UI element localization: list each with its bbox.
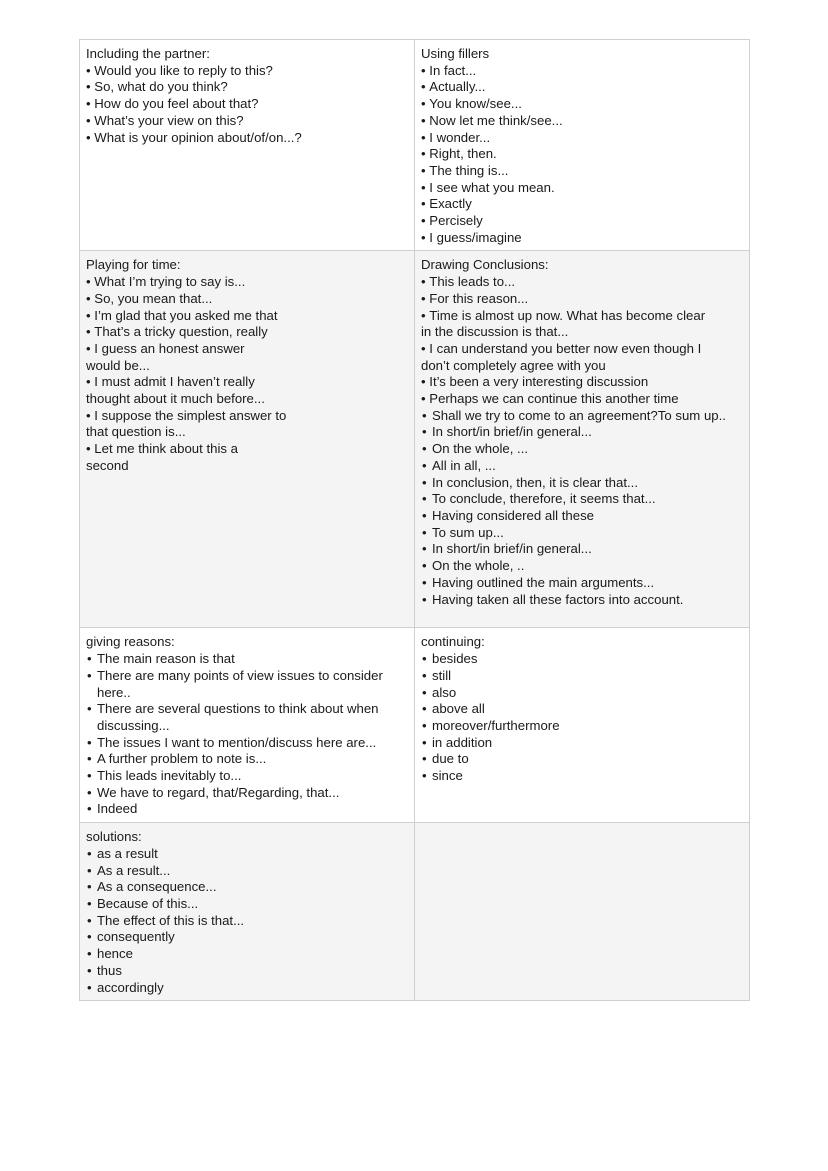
list-item: • hence [86, 946, 408, 963]
phrase-list [86, 63, 408, 147]
list-item: • To conclude, therefore, it seems that... [421, 491, 726, 508]
section-title: continuing: [421, 634, 485, 650]
section-title: Including the partner: [86, 46, 210, 61]
phrases-table [79, 39, 750, 1001]
list-item: • above all [421, 701, 743, 718]
list-item: • To sum up... [421, 525, 726, 542]
list-item: • All in all, ... [421, 458, 726, 475]
section-title: Drawing Conclusions: [421, 257, 549, 273]
table-row [80, 823, 750, 1001]
phrase-list [421, 651, 743, 785]
list-item: • Would you like to reply to this? [86, 63, 408, 80]
list-item: • For this reason... [421, 291, 706, 308]
list-item: • Time is almost up now. What has become clear in the discussion is that... [421, 308, 706, 341]
list-item: • It’s been a very interesting discussion [421, 374, 706, 391]
list-item: • I’m glad that you asked me that [86, 308, 301, 325]
list-item: • How do you feel about that? [86, 96, 408, 113]
list-item: • Because of this... [86, 896, 408, 913]
list-item: • What is your opinion about/of/on...? [86, 130, 408, 147]
list-item: • I must admit I haven’t really thought about it much before... [86, 374, 286, 407]
list-item: • A further problem to note is... [86, 751, 408, 768]
section-title: Playing for time: [86, 257, 181, 273]
list-item: • So, you mean that... [86, 291, 301, 308]
list-item: • Let me think about this a second [86, 441, 258, 474]
list-item: • Perhaps we can continue this another time [421, 391, 706, 408]
list-item: • thus [86, 963, 408, 980]
list-item: • This leads to... [421, 274, 706, 291]
cell-playing-for-time [80, 251, 415, 628]
list-item: • As a consequence... [86, 879, 408, 896]
list-item: • Having considered all these [421, 508, 726, 525]
list-item: • The issues I want to mention/discuss here are... [86, 735, 408, 752]
list-item: • There are many points of view issues to consider here.. [86, 668, 408, 701]
list-item: • I see what you mean. [421, 180, 743, 197]
phrase-list [421, 274, 706, 408]
list-item: • also [421, 685, 743, 702]
list-item: • consequently [86, 929, 408, 946]
list-item: • Shall we try to come to an agreement?To sum up.. [421, 408, 726, 425]
list-item: • That’s a tricky question, really [86, 324, 301, 341]
list-item: • On the whole, ... [421, 441, 726, 458]
list-item: • On the whole, .. [421, 558, 726, 575]
list-item: • I suppose the simplest answer to that question is... [86, 408, 291, 441]
list-item: • Now let me think/see... [421, 113, 743, 130]
list-item: • There are several questions to think about when discussing... [86, 701, 408, 734]
list-item: • The effect of this is that... [86, 913, 408, 930]
cell-using-fillers [415, 40, 750, 251]
phrase-list [86, 846, 408, 996]
list-item: • Exactly [421, 196, 743, 213]
list-item: • We have to regard, that/Regarding, that... [86, 785, 408, 802]
phrase-list [421, 63, 743, 247]
list-item: • moreover/furthermore [421, 718, 743, 735]
cell-solutions [80, 823, 415, 1001]
list-item: • In fact... [421, 63, 743, 80]
cell-continuing [415, 628, 750, 823]
section-title: Using fillers [421, 46, 490, 61]
cell-drawing-conclusions [415, 251, 750, 628]
phrase-list-hanging [421, 408, 726, 608]
list-item: • I guess/imagine [421, 230, 743, 247]
list-item: • Having taken all these factors into account. [421, 592, 726, 609]
list-item: • I guess an honest answer would be... [86, 341, 271, 374]
phrase-list [86, 651, 408, 818]
section-title: solutions: [86, 829, 142, 845]
list-item: • The main reason is that [86, 651, 408, 668]
list-item: • Indeed [86, 801, 408, 818]
list-item: • Right, then. [421, 146, 743, 163]
list-item: • in addition [421, 735, 743, 752]
cell-empty [415, 823, 750, 1001]
list-item: • This leads inevitably to... [86, 768, 408, 785]
table-row [80, 628, 750, 823]
list-item: • due to [421, 751, 743, 768]
list-item: • Actually... [421, 79, 743, 96]
list-item: • Percisely [421, 213, 743, 230]
list-item: • still [421, 668, 743, 685]
list-item: • In short/in brief/in general... [421, 424, 726, 441]
cell-including-partner [80, 40, 415, 251]
list-item: • What’s your view on this? [86, 113, 408, 130]
list-item: • In conclusion, then, it is clear that... [421, 475, 726, 492]
cell-giving-reasons [80, 628, 415, 823]
section-title: giving reasons: [86, 634, 175, 650]
list-item: • As a result... [86, 863, 408, 880]
list-item: • What I’m trying to say is... [86, 274, 301, 291]
table-row [80, 251, 750, 628]
list-item: • The thing is... [421, 163, 743, 180]
table-row [80, 40, 750, 251]
phrase-list [86, 274, 301, 474]
list-item: • I can understand you better now even though I don’t completely agree with you [421, 341, 706, 374]
list-item: • as a result [86, 846, 408, 863]
list-item: • So, what do you think? [86, 79, 408, 96]
list-item: • accordingly [86, 980, 408, 997]
list-item: • You know/see... [421, 96, 743, 113]
list-item: • I wonder... [421, 130, 743, 147]
list-item: • besides [421, 651, 743, 668]
list-item: • Having outlined the main arguments... [421, 575, 726, 592]
list-item: • In short/in brief/in general... [421, 541, 726, 558]
list-item: • since [421, 768, 743, 785]
